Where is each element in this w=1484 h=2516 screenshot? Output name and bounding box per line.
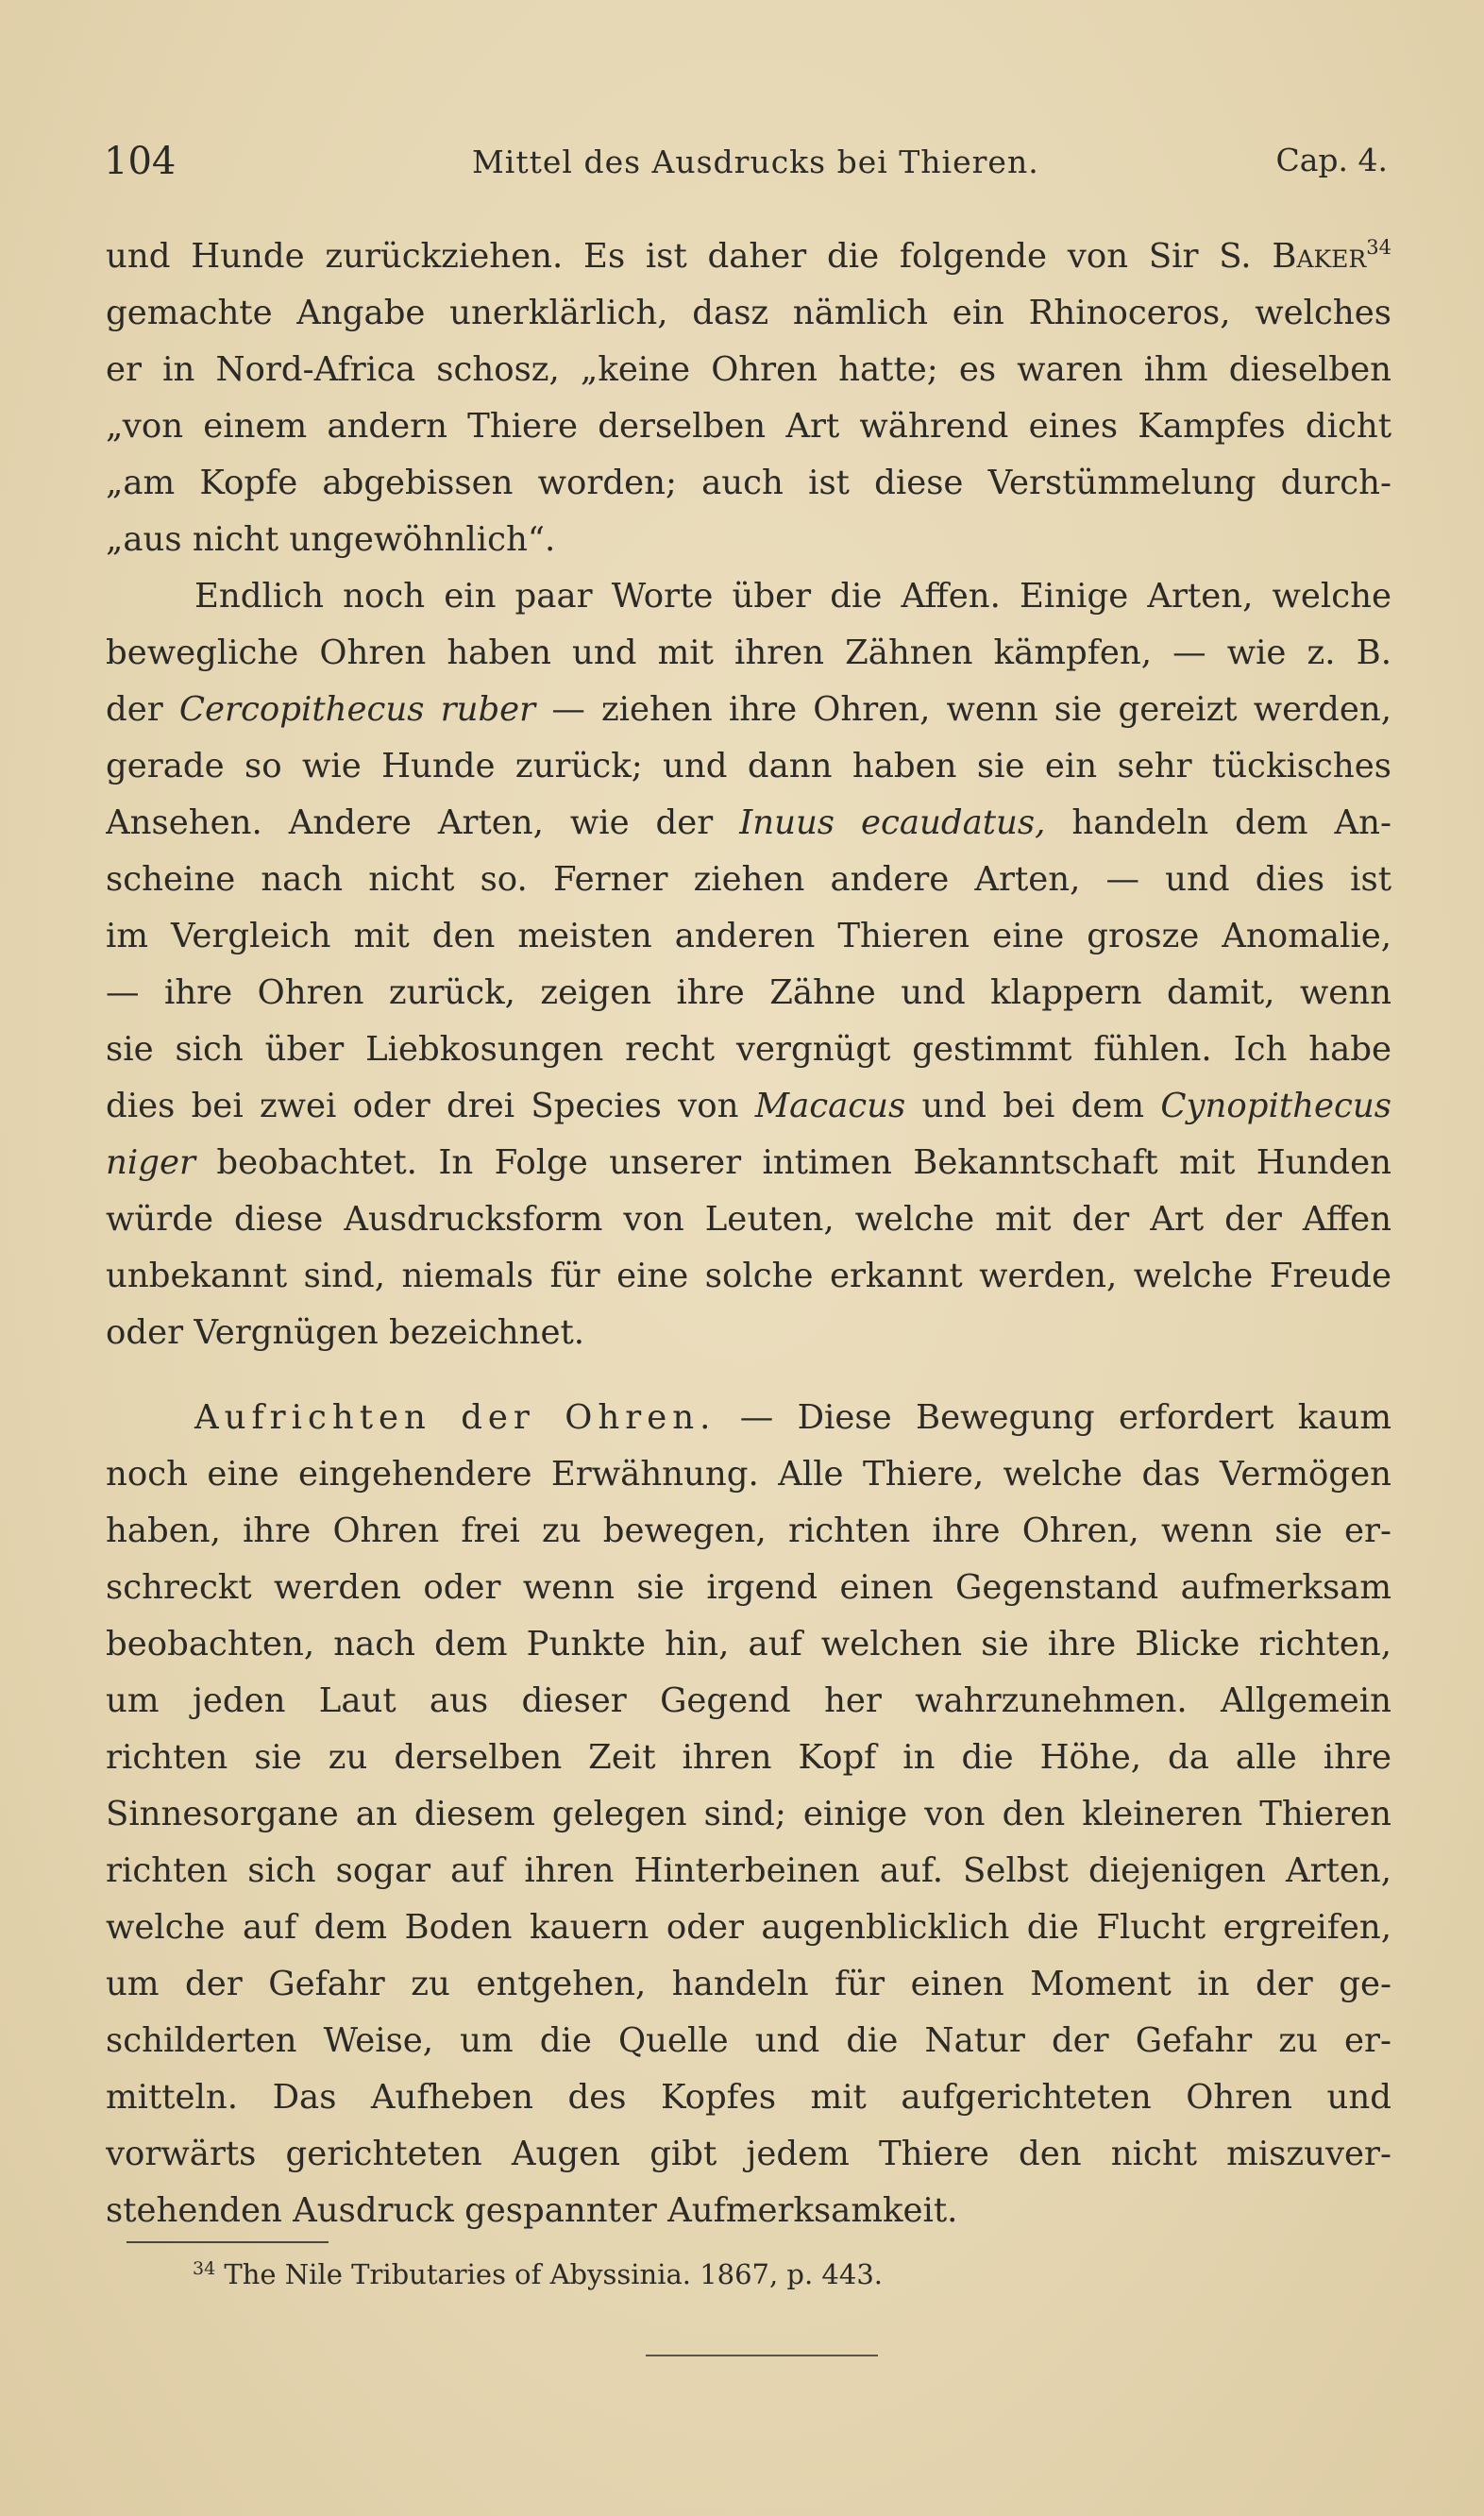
running-title: Mittel des Ausdrucks bei Thieren.	[472, 144, 1039, 180]
text-line: stehenden Ausdruck gespannter Aufmerksamkeit.	[106, 2191, 958, 2230]
text-line: würde diese Ausdrucksform von Leuten, welche mit der Art der Affen	[106, 1200, 1391, 1239]
text-line: schreckt werden oder wenn sie irgend einen Gegenstand aufmerksam	[106, 1568, 1391, 1607]
text-line: im Vergleich mit den meisten anderen Thieren eine grosze Anomalie,	[106, 917, 1391, 955]
text-line: niger beobachtet. In Folge unserer intimen Bekanntschaft mit Hunden	[106, 1143, 1391, 1182]
text-line: er in Nord-Africa schosz, „keine Ohren hatte; es waren ihm dieselben	[106, 350, 1391, 389]
chapter-label: Cap. 4.	[1275, 142, 1388, 178]
footnote	[193, 2254, 883, 2294]
section-heading: Aufrichten der Ohren.	[194, 1398, 717, 1437]
text-line: beobachten, nach dem Punkte hin, auf welchen sie ihre Blicke richten,	[106, 1625, 1391, 1663]
species-name: Cynopithecus	[1160, 1087, 1391, 1125]
text-line: noch eine eingehendere Erwähnung. Alle Thiere, welche das Vermögen	[106, 1455, 1391, 1494]
text-line: der Cercopithecus ruber — ziehen ihre Ohren, wenn sie gereizt werden,	[106, 690, 1391, 729]
paragraph	[106, 568, 1391, 1361]
text-line: bewegliche Ohren haben und mit ihren Zähnen kämpfen, — wie z. B.	[106, 633, 1391, 672]
end-rule	[646, 2355, 878, 2356]
text-line: mitteln. Das Aufheben des Kopfes mit aufgerichteten Ohren und	[106, 2078, 1391, 2117]
text-line: und Hunde zurückziehen. Es ist daher die folgende von Sir S. Baker$^{34}$	[106, 236, 1391, 276]
text-line: dies bei zwei oder drei Species von Macacus und bei dem Cynopithecus	[106, 1087, 1391, 1125]
author-name: Baker	[1272, 237, 1367, 276]
text-line: gerade so wie Hunde zurück; und dann haben sie ein sehr tückisches	[106, 747, 1391, 785]
text-line: sie sich über Liebkosungen recht vergnügt gestimmt fühlen. Ich habe	[106, 1030, 1391, 1069]
text-line: um jeden Laut aus dieser Gegend her wahrzunehmen. Allgemein	[106, 1681, 1391, 1720]
text-line: scheine nach nicht so. Ferner ziehen andere Arten, — und dies ist	[106, 860, 1391, 899]
text-line: oder Vergnügen bezeichnet.	[106, 1313, 585, 1352]
footnote-reference: 34	[1366, 236, 1391, 259]
text-line: „aus nicht ungewöhnlich“.	[106, 520, 556, 559]
species-name: Macacus	[754, 1087, 906, 1125]
paragraph	[106, 1390, 1391, 2239]
text-line: Sinnesorgane an diesem gelegen sind; einige von den kleineren Thieren	[106, 1795, 1391, 1833]
text-line: „am Kopfe abgebissen worden; auch ist diese Verstümmelung durch-	[106, 464, 1391, 502]
paragraph-gap	[106, 1361, 1391, 1390]
species-name: Inuus ecaudatus,	[739, 803, 1046, 842]
text-line: Aufrichten der Ohren. — Diese Bewegung erfordert kaum	[194, 1398, 1391, 1437]
footnote-text: The Nile Tributaries of Abyssinia. 1867, p. 443.	[224, 2258, 884, 2290]
text-line: vorwärts gerichteten Augen gibt jedem Thiere den nicht miszuver-	[106, 2135, 1391, 2173]
species-name: niger	[106, 1143, 195, 1182]
text-line: „von einem andern Thiere derselben Art während eines Kampfes dicht	[106, 407, 1391, 446]
text-line: richten sich sogar auf ihren Hinterbeinen auf. Selbst diejenigen Arten,	[106, 1851, 1391, 1890]
text-line: schilderten Weise, um die Quelle und die Natur der Gefahr zu er-	[106, 2021, 1391, 2060]
text-line: unbekannt sind, niemals für eine solche erkannt werden, welche Freude	[106, 1257, 1391, 1295]
text-line: haben, ihre Ohren frei zu bewegen, richten ihre Ohren, wenn sie er-	[106, 1511, 1391, 1550]
body-text	[106, 228, 1391, 2239]
species-name: Cercopithecus ruber	[178, 690, 536, 729]
page-header	[104, 140, 1388, 196]
text-line: richten sie zu derselben Zeit ihren Kopf in die Höhe, da alle ihre	[106, 1738, 1391, 1777]
footnote-number: 34	[193, 2258, 216, 2279]
text-line: welche auf dem Boden kauern oder augenblicklich die Flucht ergreifen,	[106, 1908, 1391, 1947]
text-line: um der Gefahr zu entgehen, handeln für einen Moment in der ge-	[106, 1965, 1391, 2003]
text-line: gemachte Angabe unerklärlich, dasz nämlich ein Rhinoceros, welches	[106, 294, 1391, 332]
text-line: Endlich noch ein paar Worte über die Affen. Einige Arten, welche	[194, 577, 1391, 616]
footnote-divider	[126, 2241, 329, 2243]
text-line: Ansehen. Andere Arten, wie der Inuus ecaudatus, handeln dem An-	[106, 803, 1391, 842]
text-line: — ihre Ohren zurück, zeigen ihre Zähne und klappern damit, wenn	[106, 973, 1391, 1012]
paragraph	[106, 228, 1391, 568]
page-number: 104	[104, 140, 177, 183]
